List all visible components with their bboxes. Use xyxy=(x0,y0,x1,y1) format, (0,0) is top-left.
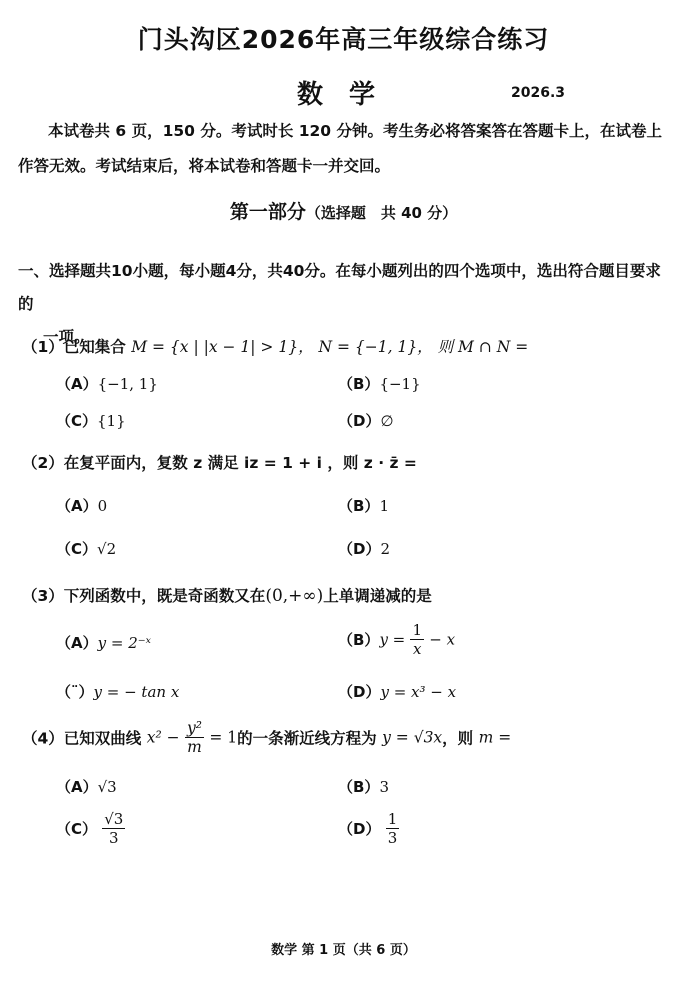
option-value: 2 xyxy=(380,540,390,558)
exam-notice: 本试卷共 6 页，150 分。考试时长 120 分钟。考生务必将答案答在答题卡上，在试卷上作答无效。考试结束后，将本试卷和答题卡一并交回。 xyxy=(18,122,662,175)
question-text-tail: 上单调递减的是 xyxy=(323,587,432,605)
option-fraction xyxy=(386,810,400,847)
part-heading xyxy=(0,197,687,224)
option-value: 1 xyxy=(379,497,389,515)
fraction-numerator: 1 xyxy=(412,621,423,639)
fraction-denominator: m xyxy=(187,738,202,756)
option-label: （C） xyxy=(56,820,98,838)
question-3-option-c[interactable] xyxy=(56,681,179,702)
question-2-option-a[interactable] xyxy=(56,495,107,516)
option-label: （D） xyxy=(338,820,381,838)
option-value: 0 xyxy=(97,497,108,515)
option-value: y = 2⁻ˣ xyxy=(97,634,151,652)
option-label: （B） xyxy=(338,778,380,796)
option-value-suffix: − x xyxy=(429,630,456,649)
question-1-stem xyxy=(22,335,528,357)
exam-date: 2026.3 xyxy=(511,85,566,101)
question-1-option-d[interactable] xyxy=(338,410,394,431)
option-label: （D） xyxy=(338,540,381,558)
question-number: （4） xyxy=(22,729,64,748)
question-3-option-a[interactable] xyxy=(56,632,151,653)
option-label: （¨） xyxy=(56,683,94,701)
fraction-numerator: √3 xyxy=(104,810,124,828)
option-label: （B） xyxy=(338,497,380,515)
question-interval: (0,+∞) xyxy=(265,586,324,606)
question-4-option-c[interactable] xyxy=(56,810,125,847)
option-label: （A） xyxy=(56,634,98,652)
question-3-option-d[interactable] xyxy=(338,681,456,702)
question-2-option-d[interactable] xyxy=(338,538,390,559)
subject-title: 数学 xyxy=(297,80,402,110)
option-label: （D） xyxy=(338,412,381,430)
option-label: （B） xyxy=(338,631,380,649)
question-text-c: ，则 xyxy=(442,729,474,748)
option-label: （D） xyxy=(338,683,381,701)
question-math: M = {x | |x − 1| > 1}， N = {−1, 1}， 则 M ∩ N = xyxy=(131,338,529,356)
option-value: {−1} xyxy=(379,375,421,393)
question-1-option-b[interactable] xyxy=(338,373,421,394)
question-math-d: m = xyxy=(478,728,512,747)
option-value: y = x³ − x xyxy=(380,683,457,701)
section-line-1: 一、选择题共10小题，每小题4分，共40分。在每小题列出的四个选项中，选出符合题目要求的 xyxy=(18,262,661,313)
fraction-denominator: 3 xyxy=(387,829,398,847)
option-label: （A） xyxy=(56,375,98,393)
question-3-option-b[interactable] xyxy=(338,621,455,658)
option-value: √3 xyxy=(97,778,117,796)
part-title: 第一部分 xyxy=(229,201,306,223)
option-label: （C） xyxy=(56,412,98,430)
option-fraction xyxy=(102,810,125,847)
question-fraction xyxy=(185,719,204,756)
question-text: 已知双曲线 xyxy=(63,729,142,748)
option-value: √2 xyxy=(97,540,117,558)
question-number: （2） xyxy=(22,454,64,472)
fraction-denominator: x xyxy=(413,640,422,658)
question-2-stem xyxy=(22,451,417,473)
question-text: 下列函数中，既是奇函数又在 xyxy=(63,587,266,605)
question-2-option-b[interactable] xyxy=(338,495,389,516)
option-value: ∅ xyxy=(380,412,394,430)
question-math-b: = 1 xyxy=(209,728,238,747)
question-number: （1） xyxy=(22,338,64,356)
part-subtitle: （选择题 共 40 分） xyxy=(305,204,458,222)
page-footer: 数学 第 1 页（共 6 页） xyxy=(271,943,416,958)
question-1-option-a[interactable] xyxy=(56,373,158,394)
question-4-stem xyxy=(22,719,511,756)
question-3-stem xyxy=(22,584,432,606)
question-math-c: y = √3x xyxy=(382,728,443,747)
question-number: （3） xyxy=(22,587,64,605)
fraction-denominator: 3 xyxy=(109,829,119,847)
question-1-option-c[interactable] xyxy=(56,410,126,431)
question-2-option-c[interactable] xyxy=(56,538,116,559)
option-fraction xyxy=(410,621,424,658)
exam-title: 门头沟区2026年高三年级综合练习 xyxy=(137,25,550,54)
question-4-option-a[interactable] xyxy=(56,776,117,797)
option-label: （C） xyxy=(56,540,98,558)
question-4-option-b[interactable] xyxy=(338,776,389,797)
fraction-numerator: 1 xyxy=(387,810,398,828)
question-text-b: 的一条渐近线方程为 xyxy=(237,729,377,748)
question-4-option-d[interactable] xyxy=(338,810,399,847)
option-value: {1} xyxy=(97,412,126,430)
question-text: 已知集合 xyxy=(63,338,126,356)
option-value-prefix: y = xyxy=(379,630,406,649)
question-text: 在复平面内，复数 z 满足 iz = 1 + i ，则 z · z̄ = xyxy=(63,454,417,472)
option-label: （A） xyxy=(56,778,98,796)
question-math-a: x² − xyxy=(146,728,180,747)
option-label: （A） xyxy=(56,497,98,515)
option-value: {−1, 1} xyxy=(97,375,158,393)
option-label: （B） xyxy=(338,375,380,393)
option-value: 3 xyxy=(379,778,389,796)
option-value: y = − tan x xyxy=(93,683,180,701)
fraction-numerator: y² xyxy=(187,719,202,737)
section-line-2: 一项。 xyxy=(43,328,90,346)
